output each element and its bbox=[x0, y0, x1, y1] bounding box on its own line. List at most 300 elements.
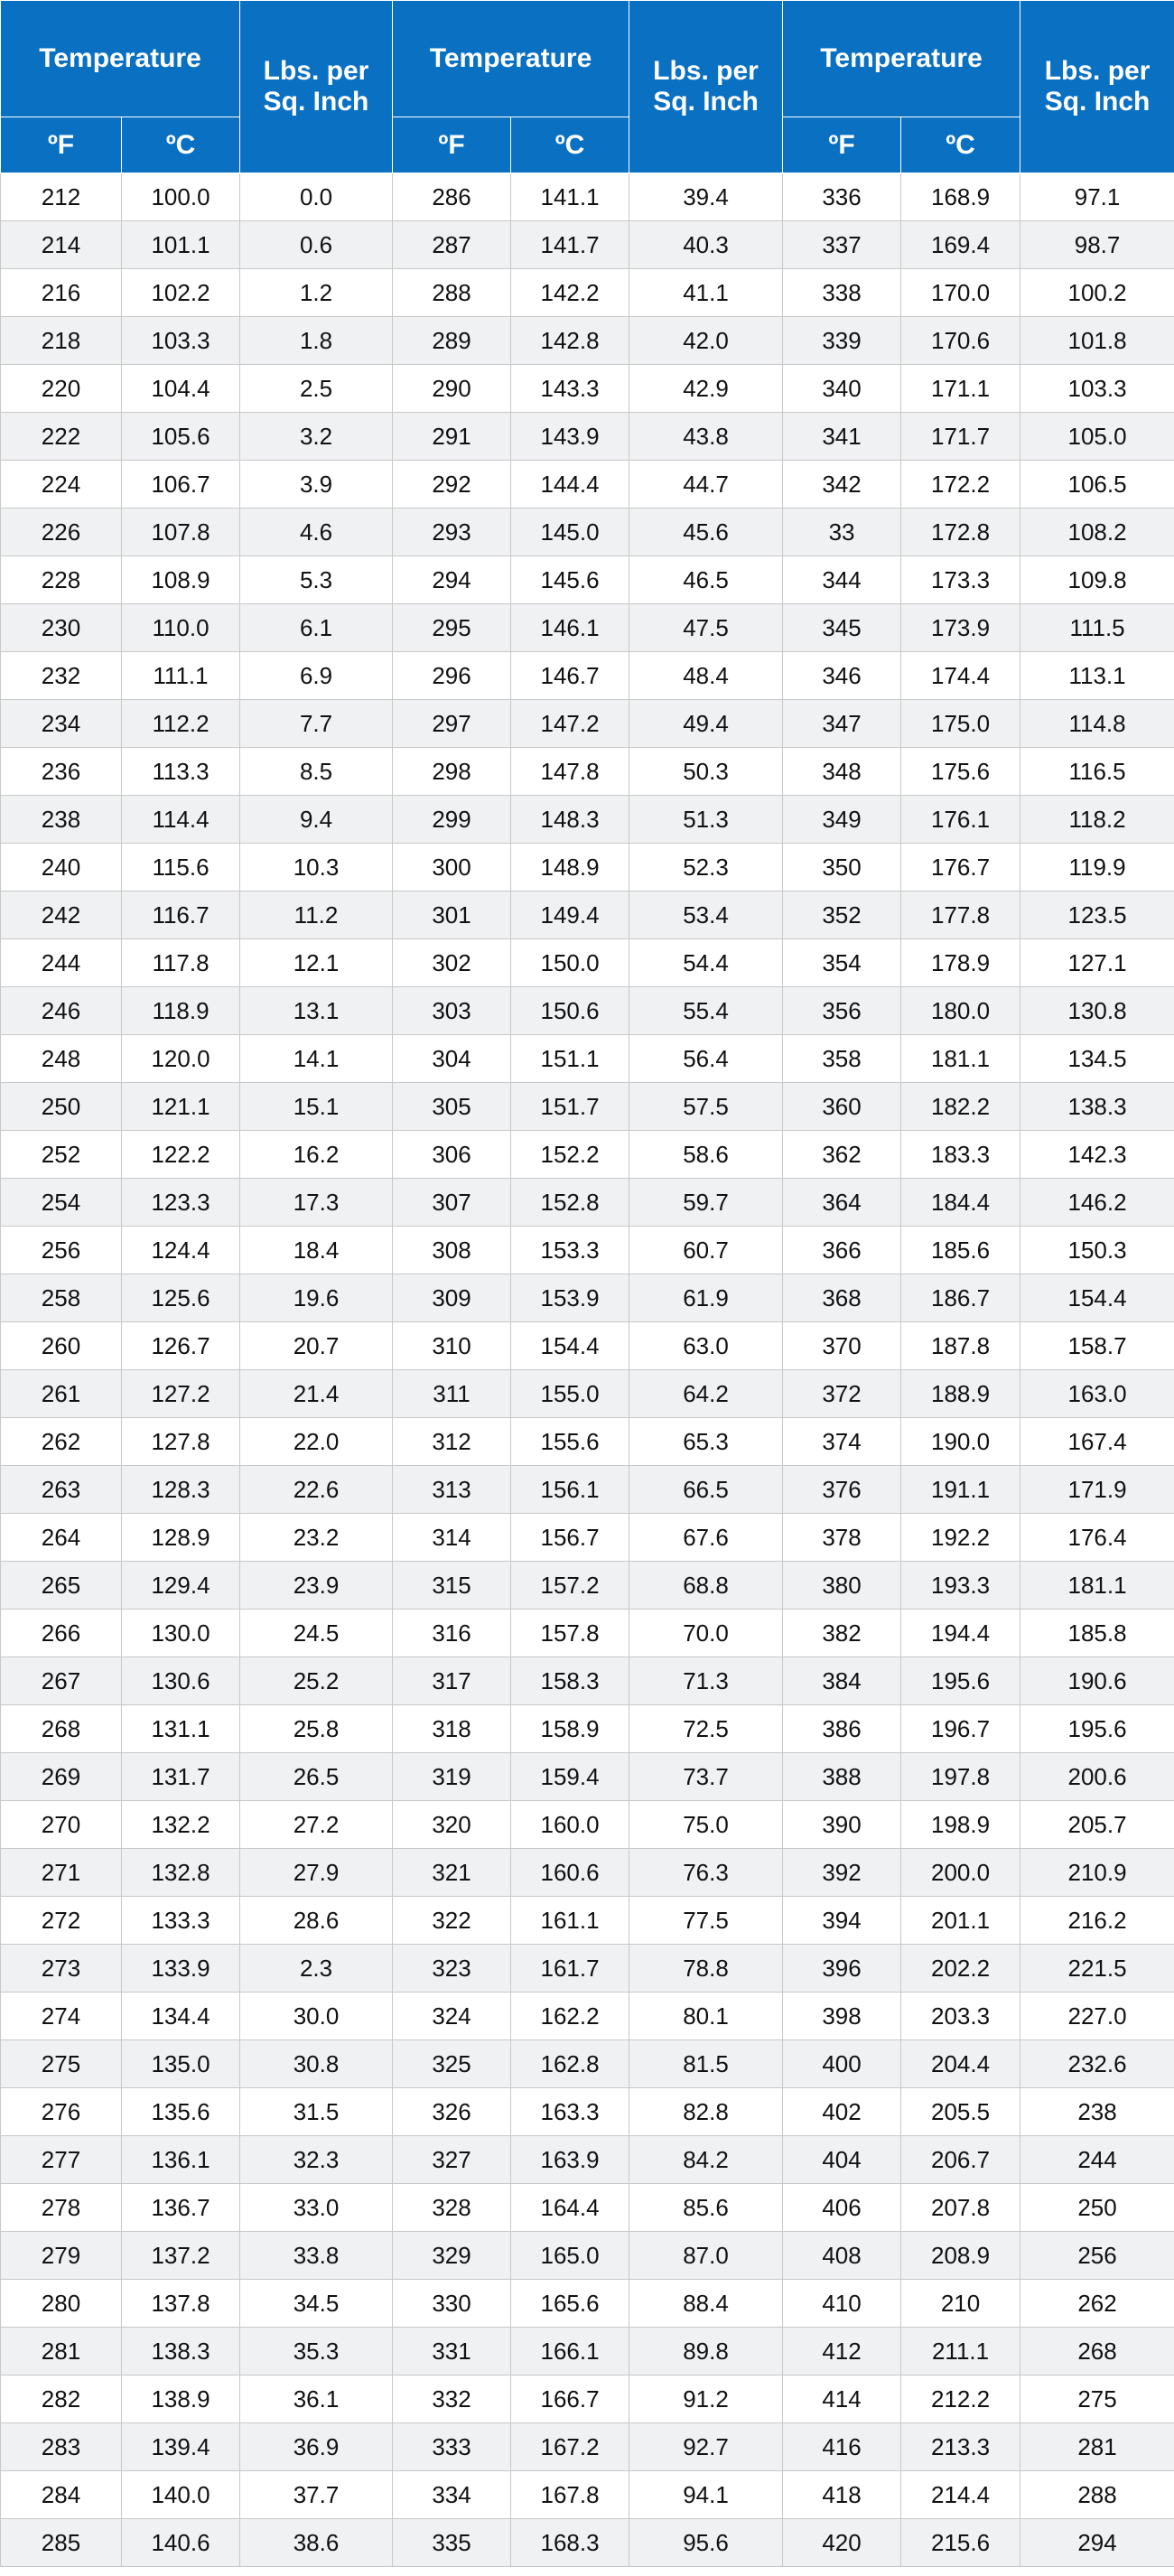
pressure-cell: 72.5 bbox=[629, 1705, 783, 1753]
pressure-cell: 68.8 bbox=[629, 1562, 783, 1610]
pressure-cell: 64.2 bbox=[629, 1370, 783, 1418]
pressure-cell: 134.5 bbox=[1020, 1035, 1174, 1083]
pressure-cell: 150.3 bbox=[1020, 1227, 1174, 1274]
pressure-cell: 130.8 bbox=[1020, 987, 1174, 1035]
table-row bbox=[1, 987, 1174, 1035]
celsius-cell: 180.0 bbox=[901, 987, 1020, 1035]
celsius-cell: 202.2 bbox=[901, 1945, 1020, 1993]
celsius-cell: 166.1 bbox=[511, 2328, 629, 2375]
celsius-cell: 165.6 bbox=[511, 2280, 629, 2328]
celsius-cell: 134.4 bbox=[122, 1993, 240, 2040]
celsius-cell: 138.9 bbox=[122, 2375, 240, 2423]
pressure-cell: 31.5 bbox=[240, 2088, 393, 2136]
celsius-cell: 133.3 bbox=[122, 1897, 240, 1945]
pressure-cell: 59.7 bbox=[629, 1179, 783, 1227]
table-row bbox=[1, 1562, 1174, 1610]
celsius-cell: 178.9 bbox=[901, 939, 1020, 987]
pressure-cell: 221.5 bbox=[1020, 1945, 1174, 1993]
pressure-cell: 1.2 bbox=[240, 269, 393, 317]
celsius-cell: 129.4 bbox=[122, 1562, 240, 1610]
fahrenheit-cell: 392 bbox=[783, 1849, 901, 1897]
celsius-cell: 121.1 bbox=[122, 1083, 240, 1131]
table-row bbox=[1, 1083, 1174, 1131]
fahrenheit-cell: 345 bbox=[783, 604, 901, 652]
celsius-cell: 147.8 bbox=[511, 748, 629, 796]
table-row bbox=[1, 604, 1174, 652]
celsius-cell: 147.2 bbox=[511, 700, 629, 748]
fahrenheit-cell: 272 bbox=[1, 1897, 122, 1945]
pressure-cell: 54.4 bbox=[629, 939, 783, 987]
fahrenheit-cell: 270 bbox=[1, 1801, 122, 1849]
pressure-cell: 154.4 bbox=[1020, 1274, 1174, 1322]
pressure-cell: 19.6 bbox=[240, 1274, 393, 1322]
pressure-cell: 28.6 bbox=[240, 1897, 393, 1945]
fahrenheit-cell: 372 bbox=[783, 1370, 901, 1418]
pressure-cell: 171.9 bbox=[1020, 1466, 1174, 1514]
fahrenheit-cell: 324 bbox=[393, 1993, 511, 2040]
pressure-cell: 76.3 bbox=[629, 1849, 783, 1897]
fahrenheit-cell: 376 bbox=[783, 1466, 901, 1514]
fahrenheit-cell: 282 bbox=[1, 2375, 122, 2423]
pressure-cell: 63.0 bbox=[629, 1322, 783, 1370]
table-row bbox=[1, 1897, 1174, 1945]
pressure-header-line2: Sq. Inch bbox=[1044, 87, 1151, 117]
fahrenheit-cell: 327 bbox=[393, 2136, 511, 2184]
fahrenheit-cell: 358 bbox=[783, 1035, 901, 1083]
pressure-cell: 3.9 bbox=[240, 461, 393, 509]
fahrenheit-cell: 232 bbox=[1, 652, 122, 700]
fahrenheit-cell: 315 bbox=[393, 1562, 511, 1610]
table-row bbox=[1, 1705, 1174, 1753]
table-row bbox=[1, 1131, 1174, 1179]
table-row bbox=[1, 1370, 1174, 1418]
celsius-cell: 136.1 bbox=[122, 2136, 240, 2184]
pressure-cell: 16.2 bbox=[240, 1131, 393, 1179]
table-row bbox=[1, 1849, 1174, 1897]
pressure-cell: 256 bbox=[1020, 2232, 1174, 2280]
pressure-cell: 116.5 bbox=[1020, 748, 1174, 796]
pressure-cell: 262 bbox=[1020, 2280, 1174, 2328]
pressure-cell: 32.3 bbox=[240, 2136, 393, 2184]
celsius-cell: 214.4 bbox=[901, 2471, 1020, 2519]
celsius-cell: 170.6 bbox=[901, 317, 1020, 365]
table-row bbox=[1, 461, 1174, 509]
celsius-cell: 107.8 bbox=[122, 509, 240, 556]
pressure-cell: 100.2 bbox=[1020, 269, 1174, 317]
celsius-cell: 157.2 bbox=[511, 1562, 629, 1610]
pressure-cell: 195.6 bbox=[1020, 1705, 1174, 1753]
fahrenheit-cell: 265 bbox=[1, 1562, 122, 1610]
fahrenheit-cell: 319 bbox=[393, 1753, 511, 1801]
fahrenheit-cell: 214 bbox=[1, 221, 122, 269]
celsius-cell: 191.1 bbox=[901, 1466, 1020, 1514]
celsius-cell: 141.7 bbox=[511, 221, 629, 269]
pressure-header-line1: Lbs. per bbox=[653, 56, 759, 86]
fahrenheit-cell: 226 bbox=[1, 509, 122, 556]
fahrenheit-cell: 222 bbox=[1, 413, 122, 461]
pressure-cell: 5.3 bbox=[240, 556, 393, 604]
table-row bbox=[1, 844, 1174, 891]
fahrenheit-cell: 302 bbox=[393, 939, 511, 987]
celsius-cell: 153.9 bbox=[511, 1274, 629, 1322]
table-row bbox=[1, 748, 1174, 796]
pressure-cell: 25.2 bbox=[240, 1657, 393, 1705]
fahrenheit-cell: 303 bbox=[393, 987, 511, 1035]
pressure-cell: 36.1 bbox=[240, 2375, 393, 2423]
celsius-cell: 136.7 bbox=[122, 2184, 240, 2232]
pressure-cell: 56.4 bbox=[629, 1035, 783, 1083]
table-row bbox=[1, 1179, 1174, 1227]
fahrenheit-cell: 360 bbox=[783, 1083, 901, 1131]
pressure-cell: 275 bbox=[1020, 2375, 1174, 2423]
pressure-cell: 25.8 bbox=[240, 1705, 393, 1753]
pressure-header-line2: Sq. Inch bbox=[653, 87, 759, 117]
fahrenheit-cell: 234 bbox=[1, 700, 122, 748]
pressure-cell: 113.1 bbox=[1020, 652, 1174, 700]
table-row bbox=[1, 2328, 1174, 2375]
fahrenheit-cell: 298 bbox=[393, 748, 511, 796]
celsius-cell: 101.1 bbox=[122, 221, 240, 269]
celsius-cell: 155.0 bbox=[511, 1370, 629, 1418]
pressure-cell: 97.1 bbox=[1020, 173, 1174, 221]
pressure-header-3 bbox=[1020, 1, 1174, 173]
celsius-cell: 126.7 bbox=[122, 1322, 240, 1370]
pressure-cell: 47.5 bbox=[629, 604, 783, 652]
table-row bbox=[1, 796, 1174, 844]
pressure-cell: 95.6 bbox=[629, 2519, 783, 2567]
fahrenheit-cell: 312 bbox=[393, 1418, 511, 1466]
pressure-cell: 80.1 bbox=[629, 1993, 783, 2040]
fahrenheit-cell: 263 bbox=[1, 1466, 122, 1514]
celsius-cell: 120.0 bbox=[122, 1035, 240, 1083]
pressure-cell: 0.0 bbox=[240, 173, 393, 221]
pressure-cell: 108.2 bbox=[1020, 509, 1174, 556]
celsius-cell: 127.2 bbox=[122, 1370, 240, 1418]
celsius-cell: 145.6 bbox=[511, 556, 629, 604]
fahrenheit-cell: 278 bbox=[1, 2184, 122, 2232]
celsius-cell: 171.1 bbox=[901, 365, 1020, 413]
fahrenheit-cell: 242 bbox=[1, 891, 122, 939]
table-row bbox=[1, 1993, 1174, 2040]
celsius-cell: 200.0 bbox=[901, 1849, 1020, 1897]
pressure-cell: 244 bbox=[1020, 2136, 1174, 2184]
pressure-cell: 66.5 bbox=[629, 1466, 783, 1514]
fahrenheit-cell: 320 bbox=[393, 1801, 511, 1849]
table-row bbox=[1, 1322, 1174, 1370]
table-body bbox=[1, 173, 1174, 2567]
celsius-cell: 149.4 bbox=[511, 891, 629, 939]
pressure-cell: 98.7 bbox=[1020, 221, 1174, 269]
celsius-cell: 175.0 bbox=[901, 700, 1020, 748]
pressure-cell: 109.8 bbox=[1020, 556, 1174, 604]
celsius-cell: 115.6 bbox=[122, 844, 240, 891]
celsius-cell: 205.5 bbox=[901, 2088, 1020, 2136]
fahrenheit-cell: 276 bbox=[1, 2088, 122, 2136]
celsius-cell: 167.2 bbox=[511, 2423, 629, 2471]
fahrenheit-cell: 33 bbox=[783, 509, 901, 556]
fahrenheit-cell: 325 bbox=[393, 2040, 511, 2088]
celsius-cell: 183.3 bbox=[901, 1131, 1020, 1179]
pressure-cell: 167.4 bbox=[1020, 1418, 1174, 1466]
celsius-cell: 181.1 bbox=[901, 1035, 1020, 1083]
celsius-cell: 144.4 bbox=[511, 461, 629, 509]
pressure-cell: 205.7 bbox=[1020, 1801, 1174, 1849]
celsius-cell: 184.4 bbox=[901, 1179, 1020, 1227]
fahrenheit-cell: 420 bbox=[783, 2519, 901, 2567]
celsius-cell: 187.8 bbox=[901, 1322, 1020, 1370]
pressure-cell: 26.5 bbox=[240, 1753, 393, 1801]
fahrenheit-cell: 382 bbox=[783, 1610, 901, 1657]
table-row bbox=[1, 1227, 1174, 1274]
pressure-cell: 57.5 bbox=[629, 1083, 783, 1131]
celsius-cell: 108.9 bbox=[122, 556, 240, 604]
fahrenheit-cell: 306 bbox=[393, 1131, 511, 1179]
pressure-cell: 200.6 bbox=[1020, 1753, 1174, 1801]
fahrenheit-cell: 364 bbox=[783, 1179, 901, 1227]
celsius-cell: 151.1 bbox=[511, 1035, 629, 1083]
fahrenheit-cell: 410 bbox=[783, 2280, 901, 2328]
celsius-cell: 166.7 bbox=[511, 2375, 629, 2423]
fahrenheit-cell: 288 bbox=[393, 269, 511, 317]
celsius-cell: 173.9 bbox=[901, 604, 1020, 652]
pressure-cell: 78.8 bbox=[629, 1945, 783, 1993]
pressure-cell: 105.0 bbox=[1020, 413, 1174, 461]
table-row bbox=[1, 1466, 1174, 1514]
pressure-cell: 85.6 bbox=[629, 2184, 783, 2232]
pressure-cell: 46.5 bbox=[629, 556, 783, 604]
fahrenheit-cell: 313 bbox=[393, 1466, 511, 1514]
pressure-cell: 238 bbox=[1020, 2088, 1174, 2136]
celsius-cell: 105.6 bbox=[122, 413, 240, 461]
table-row bbox=[1, 2088, 1174, 2136]
celsius-cell: 141.1 bbox=[511, 173, 629, 221]
fahrenheit-cell: 230 bbox=[1, 604, 122, 652]
fahrenheit-cell: 295 bbox=[393, 604, 511, 652]
pressure-cell: 123.5 bbox=[1020, 891, 1174, 939]
celsius-cell: 138.3 bbox=[122, 2328, 240, 2375]
pressure-cell: 55.4 bbox=[629, 987, 783, 1035]
fahrenheit-cell: 240 bbox=[1, 844, 122, 891]
pressure-cell: 42.9 bbox=[629, 365, 783, 413]
pressure-cell: 91.2 bbox=[629, 2375, 783, 2423]
table-row bbox=[1, 221, 1174, 269]
celsius-cell: 143.3 bbox=[511, 365, 629, 413]
fahrenheit-cell: 378 bbox=[783, 1514, 901, 1562]
fahrenheit-cell: 252 bbox=[1, 1131, 122, 1179]
pressure-cell: 181.1 bbox=[1020, 1562, 1174, 1610]
table-header bbox=[1, 1, 1174, 173]
celsius-cell: 103.3 bbox=[122, 317, 240, 365]
celsius-cell: 139.4 bbox=[122, 2423, 240, 2471]
celsius-cell: 208.9 bbox=[901, 2232, 1020, 2280]
pressure-cell: 158.7 bbox=[1020, 1322, 1174, 1370]
fahrenheit-cell: 216 bbox=[1, 269, 122, 317]
fahrenheit-cell: 307 bbox=[393, 1179, 511, 1227]
celsius-cell: 170.0 bbox=[901, 269, 1020, 317]
pressure-cell: 67.6 bbox=[629, 1514, 783, 1562]
table-row bbox=[1, 2184, 1174, 2232]
fahrenheit-cell: 297 bbox=[393, 700, 511, 748]
pressure-cell: 146.2 bbox=[1020, 1179, 1174, 1227]
celsius-cell: 152.2 bbox=[511, 1131, 629, 1179]
fahrenheit-cell: 271 bbox=[1, 1849, 122, 1897]
fahrenheit-cell: 262 bbox=[1, 1418, 122, 1466]
fahrenheit-cell: 321 bbox=[393, 1849, 511, 1897]
celsius-cell: 123.3 bbox=[122, 1179, 240, 1227]
fahrenheit-cell: 224 bbox=[1, 461, 122, 509]
celsius-cell: 190.0 bbox=[901, 1418, 1020, 1466]
table-row bbox=[1, 365, 1174, 413]
pressure-cell: 8.5 bbox=[240, 748, 393, 796]
celsius-cell: 164.4 bbox=[511, 2184, 629, 2232]
celsius-cell: 212.2 bbox=[901, 2375, 1020, 2423]
pressure-cell: 41.1 bbox=[629, 269, 783, 317]
table-row bbox=[1, 1274, 1174, 1322]
fahrenheit-cell: 317 bbox=[393, 1657, 511, 1705]
table-row bbox=[1, 556, 1174, 604]
celsius-cell: 163.3 bbox=[511, 2088, 629, 2136]
celsius-cell: 175.6 bbox=[901, 748, 1020, 796]
pressure-cell: 81.5 bbox=[629, 2040, 783, 2088]
celsius-cell: 111.1 bbox=[122, 652, 240, 700]
celsius-cell: 185.6 bbox=[901, 1227, 1020, 1274]
fahrenheit-cell: 366 bbox=[783, 1227, 901, 1274]
pressure-cell: 43.8 bbox=[629, 413, 783, 461]
pressure-cell: 185.8 bbox=[1020, 1610, 1174, 1657]
table-row bbox=[1, 2280, 1174, 2328]
pressure-cell: 15.1 bbox=[240, 1083, 393, 1131]
pressure-cell: 127.1 bbox=[1020, 939, 1174, 987]
fahrenheit-cell: 274 bbox=[1, 1993, 122, 2040]
pressure-header-1 bbox=[240, 1, 393, 173]
fahrenheit-cell: 236 bbox=[1, 748, 122, 796]
celsius-cell: 176.1 bbox=[901, 796, 1020, 844]
pressure-cell: 48.4 bbox=[629, 652, 783, 700]
fahrenheit-cell: 370 bbox=[783, 1322, 901, 1370]
celsius-cell: 135.6 bbox=[122, 2088, 240, 2136]
celsius-cell: 122.2 bbox=[122, 1131, 240, 1179]
table-row bbox=[1, 1514, 1174, 1562]
pressure-cell: 52.3 bbox=[629, 844, 783, 891]
celsius-cell: 114.4 bbox=[122, 796, 240, 844]
table-row bbox=[1, 2519, 1174, 2567]
pressure-cell: 210.9 bbox=[1020, 1849, 1174, 1897]
pressure-cell: 0.6 bbox=[240, 221, 393, 269]
fahrenheit-cell: 336 bbox=[783, 173, 901, 221]
fahrenheit-cell: 292 bbox=[393, 461, 511, 509]
celsius-cell: 156.1 bbox=[511, 1466, 629, 1514]
pressure-cell: 106.5 bbox=[1020, 461, 1174, 509]
fahrenheit-cell: 388 bbox=[783, 1753, 901, 1801]
table-row bbox=[1, 2040, 1174, 2088]
celsius-cell: 152.8 bbox=[511, 1179, 629, 1227]
fahrenheit-cell: 285 bbox=[1, 2519, 122, 2567]
pressure-cell: 37.7 bbox=[240, 2471, 393, 2519]
celsius-cell: 203.3 bbox=[901, 1993, 1020, 2040]
pressure-cell: 3.2 bbox=[240, 413, 393, 461]
fahrenheit-cell: 340 bbox=[783, 365, 901, 413]
pressure-cell: 176.4 bbox=[1020, 1514, 1174, 1562]
pressure-cell: 27.9 bbox=[240, 1849, 393, 1897]
fahrenheit-cell: 277 bbox=[1, 2136, 122, 2184]
pressure-cell: 190.6 bbox=[1020, 1657, 1174, 1705]
fahrenheit-cell: 267 bbox=[1, 1657, 122, 1705]
pressure-cell: 12.1 bbox=[240, 939, 393, 987]
pressure-cell: 84.2 bbox=[629, 2136, 783, 2184]
celsius-cell: 162.2 bbox=[511, 1993, 629, 2040]
fahrenheit-cell: 416 bbox=[783, 2423, 901, 2471]
celsius-cell: 196.7 bbox=[901, 1705, 1020, 1753]
celsius-cell: 204.4 bbox=[901, 2040, 1020, 2088]
pressure-cell: 22.6 bbox=[240, 1466, 393, 1514]
fahrenheit-cell: 309 bbox=[393, 1274, 511, 1322]
celsius-cell: 188.9 bbox=[901, 1370, 1020, 1418]
pressure-cell: 23.9 bbox=[240, 1562, 393, 1610]
pressure-cell: 89.8 bbox=[629, 2328, 783, 2375]
fahrenheit-cell: 349 bbox=[783, 796, 901, 844]
fahrenheit-cell: 404 bbox=[783, 2136, 901, 2184]
fahrenheit-cell: 337 bbox=[783, 221, 901, 269]
pressure-cell: 6.9 bbox=[240, 652, 393, 700]
fahrenheit-cell: 329 bbox=[393, 2232, 511, 2280]
fahrenheit-cell: 283 bbox=[1, 2423, 122, 2471]
pressure-cell: 10.3 bbox=[240, 844, 393, 891]
table-row bbox=[1, 700, 1174, 748]
celsius-cell: 137.2 bbox=[122, 2232, 240, 2280]
table-row bbox=[1, 1610, 1174, 1657]
fahrenheit-cell: 335 bbox=[393, 2519, 511, 2567]
celsius-cell: 148.3 bbox=[511, 796, 629, 844]
celsius-cell: 151.7 bbox=[511, 1083, 629, 1131]
table-row bbox=[1, 652, 1174, 700]
fahrenheit-cell: 258 bbox=[1, 1274, 122, 1322]
fahrenheit-cell: 352 bbox=[783, 891, 901, 939]
pressure-cell: 49.4 bbox=[629, 700, 783, 748]
table-row bbox=[1, 1753, 1174, 1801]
fahrenheit-cell: 346 bbox=[783, 652, 901, 700]
celsius-cell: 153.3 bbox=[511, 1227, 629, 1274]
celsius-cell: 137.8 bbox=[122, 2280, 240, 2328]
celsius-cell: 165.0 bbox=[511, 2232, 629, 2280]
pressure-cell: 103.3 bbox=[1020, 365, 1174, 413]
table-row bbox=[1, 173, 1174, 221]
fahrenheit-cell: 300 bbox=[393, 844, 511, 891]
table-row bbox=[1, 939, 1174, 987]
temperature-header-2: Temperature bbox=[393, 1, 629, 117]
pressure-cell: 232.6 bbox=[1020, 2040, 1174, 2088]
fahrenheit-cell: 305 bbox=[393, 1083, 511, 1131]
pressure-header-line1: Lbs. per bbox=[1044, 56, 1151, 86]
pressure-cell: 227.0 bbox=[1020, 1993, 1174, 2040]
pressure-cell: 87.0 bbox=[629, 2232, 783, 2280]
fahrenheit-cell: 308 bbox=[393, 1227, 511, 1274]
table-row bbox=[1, 317, 1174, 365]
pressure-cell: 2.3 bbox=[240, 1945, 393, 1993]
fahrenheit-cell: 268 bbox=[1, 1705, 122, 1753]
pressure-cell: 14.1 bbox=[240, 1035, 393, 1083]
fahrenheit-cell: 354 bbox=[783, 939, 901, 987]
fahrenheit-cell: 342 bbox=[783, 461, 901, 509]
fahrenheit-cell: 290 bbox=[393, 365, 511, 413]
fahrenheit-cell: 408 bbox=[783, 2232, 901, 2280]
table-row bbox=[1, 413, 1174, 461]
temperature-header-1: Temperature bbox=[1, 1, 240, 117]
fahrenheit-cell: 293 bbox=[393, 509, 511, 556]
fahrenheit-cell: 328 bbox=[393, 2184, 511, 2232]
table-row bbox=[1, 1801, 1174, 1849]
celsius-cell: 118.9 bbox=[122, 987, 240, 1035]
pressure-cell: 4.6 bbox=[240, 509, 393, 556]
